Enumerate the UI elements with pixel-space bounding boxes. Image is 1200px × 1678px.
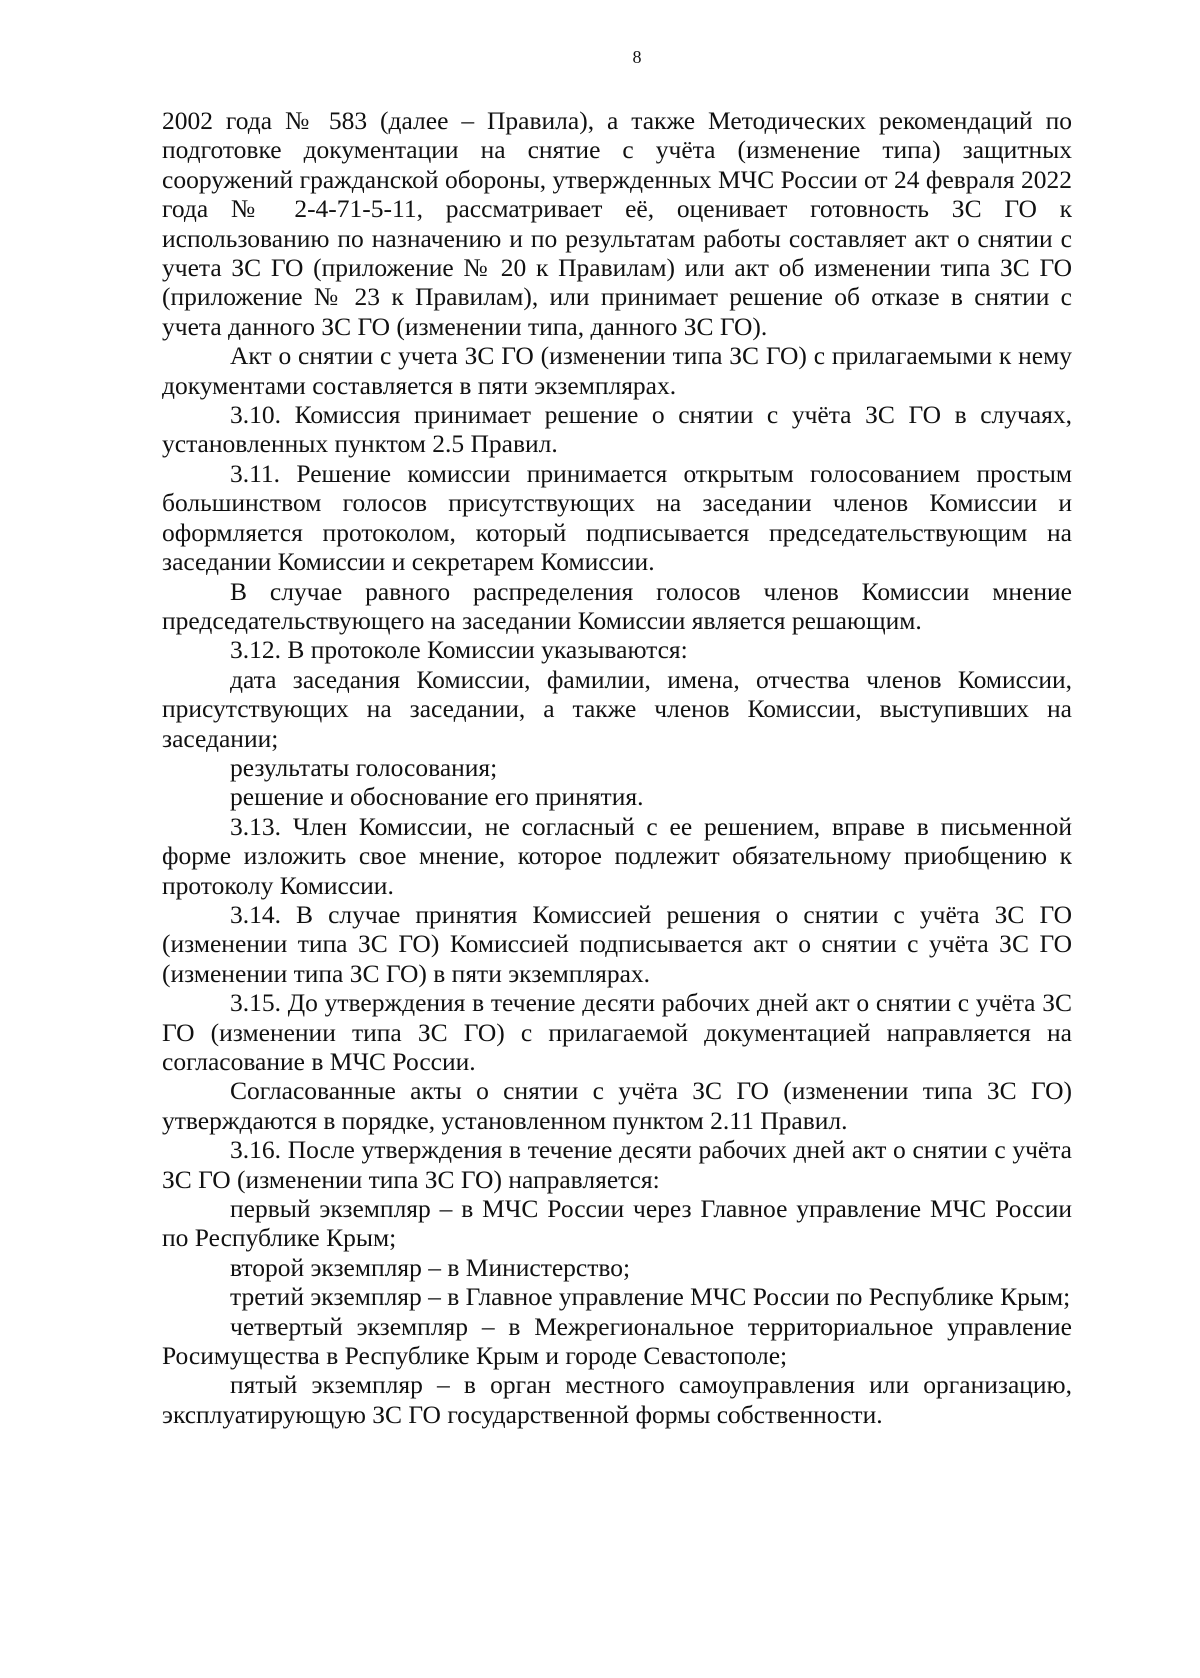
list-item: четвертый экземпляр – в Межрегиональное территориальное управление Росимущества в Республике Крым и городе Севастополе; xyxy=(162,1311,1072,1371)
list-item: результаты голосования; xyxy=(230,752,498,782)
paragraph: В случае равного распределения голосов членов Комиссии мнение председательствующего на заседании Комиссии является решающим. xyxy=(162,576,1072,635)
list-item: решение и обоснование его принятия. xyxy=(230,782,644,812)
paragraph: Акт о снятии с учета ЗС ГО (изменении типа ЗС ГО) с прилагаемыми к нему документами составляется в пяти экземплярах. xyxy=(162,341,1072,400)
list-item: первый экземпляр – в МЧС России через Главное управление МЧС России по Республике Крым; xyxy=(162,1194,1072,1253)
list-item: пятый экземпляр – в орган местного самоуправления или организацию, эксплуатирующую ЗС ГО государственной формы собственности. xyxy=(162,1370,1072,1429)
paragraph: Согласованные акты о снятии с учёта ЗС ГО (изменении типа ЗС ГО) утверждаются в порядке, установленном пунктом 2.11 Правил. xyxy=(162,1076,1072,1135)
paragraph-clause-3-15: 3.15. До утверждения в течение десяти рабочих дней акт о снятии с учёта ЗС ГО (изменении типа ЗС ГО) с прилагаемой документацией направляется на согласование в МЧС России. xyxy=(162,988,1072,1076)
list-item: дата заседания Комиссии, фамилии, имена, отчества членов Комиссии, присутствующих на заседании, а также членов Комиссии, выступивших на заседании; xyxy=(162,664,1072,753)
paragraph-clause-3-12: 3.12. В протоколе Комиссии указываются: xyxy=(230,635,688,665)
paragraph-clause-3-14: 3.14. В случае принятия Комиссией решения о снятии с учёта ЗС ГО (изменении типа ЗС ГО) Комиссией подписывается акт о снятии с учёта ЗС ГО (изменении типа ЗС ГО) в пяти экземплярах. xyxy=(162,899,1072,988)
paragraph-clause-3-11: 3.11. Решение комиссии принимается открытым голосованием простым большинством голосов присутствующих на заседании членов Комиссии и оформляется протоколом, который подписывается председательствующим на заседании Комиссии и секретарем Комиссии. xyxy=(162,458,1072,577)
paragraph-clause-3-10: 3.10. Комиссия принимает решение о снятии с учёта ЗС ГО в случаях, установленных пунктом 2.5 Правил. xyxy=(162,400,1072,459)
paragraph-continuation: 2002 года № 583 (далее – Правила), а также Методических рекомендаций по подготовке документации на снятие с учёта (изменение типа) защитных сооружений гражданской обороны, утвержденных МЧС России от 24 февраля 2022 года № 2-4-71-5-11, рассматривает её, оценивает готовность ЗС ГО к использованию по назначению и по результатам работы составляет акт о снятии с учета ЗС ГО (приложение № 20 к Правилам) или акт об изменении типа ЗС ГО (приложение № 23 к Правилам), или принимает решение об отказе в снятии с учета данного ЗС ГО (изменении типа, данного ЗС ГО). xyxy=(162,106,1072,341)
list-item: второй экземпляр – в Министерство; xyxy=(230,1252,631,1282)
page-number: 8 xyxy=(632,47,642,67)
paragraph-clause-3-13: 3.13. Член Комиссии, не согласный с ее решением, вправе в письменной форме изложить свое мнение, которое подлежит обязательному приобщению к протоколу Комиссии. xyxy=(162,811,1072,900)
list-item: третий экземпляр – в Главное управление МЧС России по Республике Крым; xyxy=(230,1282,1071,1312)
paragraph-clause-3-16: 3.16. После утверждения в течение десяти рабочих дней акт о снятии с учёта ЗС ГО (изменении типа ЗС ГО) направляется: xyxy=(162,1135,1072,1194)
